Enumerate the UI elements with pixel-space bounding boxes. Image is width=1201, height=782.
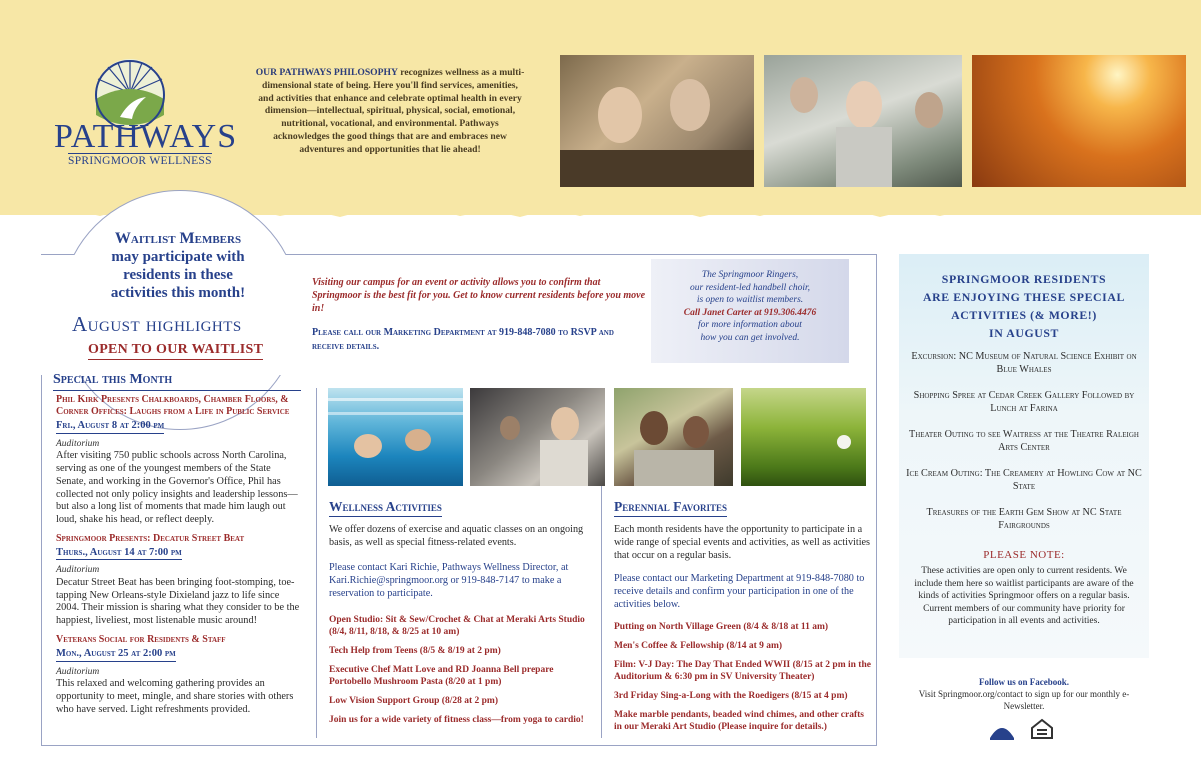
list-item: Executive Chef Matt Love and RD Joanna Bell prepare Portobello Mushroom Pasta (8/20 at 1 pm) bbox=[329, 665, 554, 687]
event-date: Mon., August 25 at 2:00 pm bbox=[56, 648, 176, 662]
event-location: Auditorium bbox=[56, 666, 100, 677]
golf-ball-green-photo bbox=[741, 388, 866, 486]
perennial-activities-list bbox=[614, 621, 872, 740]
ringers-line-1: The Springmoor Ringers, bbox=[701, 270, 799, 280]
wellness-intro: We offer dozens of exercise and aquatic classes on an ongoing basis, as well as special fitness-related events. bbox=[329, 524, 584, 548]
philosophy-lead: OUR PATHWAYS PHILOSOPHY bbox=[255, 67, 398, 78]
please-note-heading: PLEASE NOTE: bbox=[983, 549, 1065, 561]
accreditation-logo-icon bbox=[988, 718, 1016, 742]
pool-swimmers-photo bbox=[328, 388, 463, 486]
equal-housing-icon bbox=[1028, 718, 1056, 742]
perennial-intro: Each month residents have the opportunity to participate in a wide range of special events and activities, as well as activities that occur on a regular basis. bbox=[614, 524, 871, 561]
residents-heading-line-1: SPRINGMOOR RESIDENTS bbox=[941, 272, 1107, 286]
list-item: Make marble pendants, beaded wind chimes, and other crafts in our Meraki Art Studio (Please inquire for details.) bbox=[614, 710, 864, 732]
gym-exercise-photo bbox=[470, 388, 605, 486]
residents-card-game-photo bbox=[560, 55, 754, 187]
rsvp-call-text bbox=[312, 326, 647, 354]
waitlist-line-4: activities this month! bbox=[110, 285, 246, 301]
visiting-campus-text: Visiting our campus for an event or activity allows you to confirm that Springmoor is the best fit for you. Get to know current residents before you move in! bbox=[312, 277, 646, 314]
event-description: This relaxed and welcoming gathering provides an opportunity to meet, mingle, and share stories with others who have served. Light refreshments provided. bbox=[56, 678, 294, 715]
ringers-line-6: how you can get involved. bbox=[700, 332, 800, 343]
ringers-line-2: our resident-led handbell choir, bbox=[690, 282, 810, 293]
footer-follow bbox=[905, 676, 1143, 712]
event-title: Veterans Social for Residents & Staff bbox=[56, 633, 226, 645]
wellness-contact: Please contact Kari Richie, Pathways Wellness Director, at Kari.Richie@springmoor.org or 919-848-7147 to make a reservation to participate. bbox=[329, 562, 569, 599]
event-item bbox=[56, 533, 300, 628]
list-item: Film: V-J Day: The Day That Ended WWII (8/15 at 2 pm in the Auditorium & 6:30 pm in SV University Theater) bbox=[614, 660, 871, 682]
event-item bbox=[56, 634, 300, 717]
event-location: Auditorium bbox=[56, 565, 100, 576]
facebook-link[interactable]: Follow us on Facebook. bbox=[978, 677, 1069, 687]
rsvp-phone: 919-848-7080 bbox=[499, 327, 556, 338]
waitlist-members-callout bbox=[88, 230, 268, 302]
ringers-line-5: for more information about bbox=[698, 320, 802, 330]
residents-heading-line-2: ARE ENJOYING THESE SPECIAL bbox=[923, 290, 1125, 304]
list-item: Putting on North Village Green (8/4 & 8/18 at 11 am) bbox=[614, 622, 829, 632]
list-item: Treasures of the Earth Gem Show at NC State Fairgrounds bbox=[926, 507, 1122, 531]
august-highlights-heading: August highlights bbox=[72, 312, 242, 336]
event-item bbox=[56, 394, 300, 527]
list-item: Join us for a wide variety of fitness class—from yoga to cardio! bbox=[329, 715, 584, 725]
list-item: Open Studio: Sit & Sew/Crochet & Chat at Meraki Arts Studio (8/4, 8/11, 8/18, & 8/25 at 10 am) bbox=[329, 615, 585, 637]
list-item: Excursion: NC Museum of Natural Science Exhibit on Blue Whales bbox=[911, 351, 1137, 375]
ringers-line-4: Call Janet Carter at 919.306.4476 bbox=[683, 307, 817, 318]
list-item: Ice Cream Outing: The Creamery at Howling Cow at NC State bbox=[906, 468, 1142, 492]
event-title: Springmoor Presents: Decatur Street Beat bbox=[56, 532, 245, 544]
volunteer-group-photo bbox=[764, 55, 962, 187]
event-location: Auditorium bbox=[56, 438, 100, 449]
philosophy-text bbox=[254, 67, 526, 157]
list-item: Shopping Spree at Cedar Creek Gallery Followed by Lunch at Farina bbox=[913, 390, 1135, 414]
residents-panel-heading bbox=[905, 270, 1143, 342]
open-to-waitlist-subheading: OPEN TO OUR WAITLIST bbox=[88, 342, 263, 360]
special-this-month-heading: Special this Month bbox=[53, 372, 301, 391]
couple-outdoors-photo bbox=[614, 388, 733, 486]
rsvp-call-b: to RSVP and receive details. bbox=[312, 327, 614, 352]
residents-heading-line-4: IN AUGUST bbox=[989, 326, 1059, 340]
residents-heading-line-3: ACTIVITIES (& MORE!) bbox=[951, 308, 1097, 322]
column-divider bbox=[316, 388, 317, 738]
logo-subtitle: SPRINGMOOR WELLNESS bbox=[68, 155, 212, 167]
waitlist-line-3: residents in these bbox=[123, 267, 233, 283]
logo-wordmark: PATHWAYS bbox=[54, 118, 238, 155]
sunset-meadow-photo bbox=[972, 55, 1186, 187]
event-description: Decatur Street Beat has been bringing foot-stomping, toe-tapping New Orleans-style Dixieland jazz to life since 2004. Their mission is sharing what they consider to be the happiest, liveliest, most listenable music around! bbox=[56, 577, 300, 627]
wellness-activities-heading: Wellness Activities bbox=[329, 499, 442, 517]
waitlist-line-2: may participate with bbox=[111, 249, 245, 265]
list-item: Low Vision Support Group (8/28 at 2 pm) bbox=[329, 696, 499, 706]
perennial-contact: Please contact our Marketing Department at 919-848-7080 to receive details and confirm your participation in one of the activities below. bbox=[614, 573, 865, 610]
event-date: Thurs., August 14 at 7:00 pm bbox=[56, 547, 182, 561]
waitlist-title: Waitlist Members bbox=[114, 230, 242, 247]
ringers-line-3: is open to waitlist members. bbox=[696, 295, 804, 305]
event-title: Phil Kirk Presents Chalkboards, Chamber Floors, & Corner Offices: Laughs from a Life in Public Service bbox=[56, 394, 290, 417]
resident-activities-list bbox=[905, 350, 1143, 545]
list-item: Tech Help from Teens (8/5 & 8/19 at 2 pm) bbox=[329, 646, 501, 656]
event-date: Fri., August 8 at 2:00 pm bbox=[56, 420, 164, 434]
wellness-activities-list bbox=[329, 614, 597, 733]
newsletter-text: Visit Springmoor.org/contact to sign up for our monthly e-Newsletter. bbox=[918, 689, 1130, 711]
list-item: Theater Outing to see Waitress at the Theatre Raleigh Arts Center bbox=[909, 429, 1139, 453]
philosophy-body: recognizes wellness as a multi-dimensional state of being. Here you'll find services, amenities, and activities that enhance and celebrate optimal health in every dimension—intellectual, spiritual, physical, social, emotional, nutritional, vocational, and environmental. Pathways acknowledges the good things that are and embraces new adventures and opportunities that lie ahead! bbox=[258, 67, 525, 155]
list-item: 3rd Friday Sing-a-Long with the Roedigers (8/15 at 4 pm) bbox=[614, 691, 848, 701]
springmoor-ringers-box bbox=[651, 259, 849, 363]
please-note-body: These activities are open only to current residents. We include them here so waitlist participants are aware of the kinds of activities Springmoor offers on a regular basis. Current members of our community have priority for participation in all events and activities. bbox=[914, 566, 1134, 627]
event-description: After visiting 750 public schools across North Carolina, serving as one of the youngest members of the State Senate, and working in the Governor's Office, Phil has collected not only policy insights and leadership lessons—but also a long list of moments that made him laugh out loud, shake his head, or reflect deeply. bbox=[56, 450, 298, 525]
rsvp-call-a: Please call our Marketing Department at bbox=[312, 327, 497, 338]
special-events-list bbox=[56, 394, 300, 722]
list-item: Men's Coffee & Fellowship (8/14 at 9 am) bbox=[614, 641, 783, 651]
perennial-favorites-heading: Perennial Favorites bbox=[614, 499, 727, 517]
